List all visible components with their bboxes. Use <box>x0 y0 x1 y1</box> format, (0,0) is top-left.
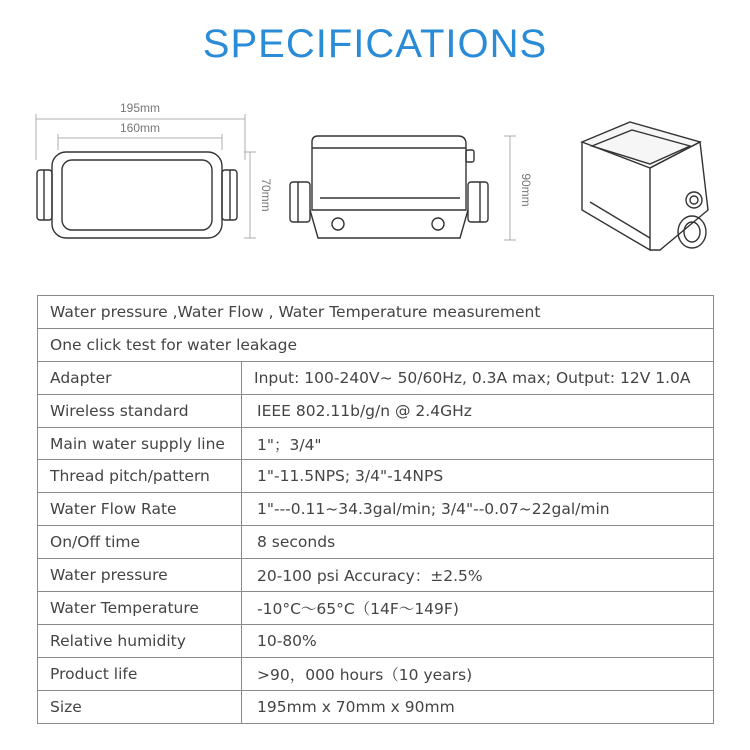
spec-value-cell: 1"---0.11~34.3gal/min; 3/4"--0.07~22gal/min <box>242 493 714 526</box>
spec-label-cell: On/Off time <box>38 526 242 559</box>
table-row <box>38 624 714 657</box>
width-label: 70mm <box>259 178 273 212</box>
spec-value-cell: 20-100 psi Accuracy：±2.5% <box>242 559 714 592</box>
body-length-label: 160mm <box>119 121 161 135</box>
table-row <box>38 559 714 592</box>
spec-label-cell: Water Temperature <box>38 592 242 625</box>
spec-value-cell: 10-80% <box>242 624 714 657</box>
spec-value-cell: Input: 100-240V~ 50/60Hz, 0.3A max; Output: 12V 1.0A <box>242 361 714 394</box>
spec-value-cell: 195mm x 70mm x 90mm <box>242 690 714 723</box>
table-row <box>38 361 714 394</box>
perspective-view-drawing <box>582 122 708 250</box>
spec-value-cell: 1"；3/4" <box>242 427 714 460</box>
table-row <box>38 690 714 723</box>
spec-label-cell: Size <box>38 690 242 723</box>
spec-label-cell: Water pressure <box>38 559 242 592</box>
specifications-table <box>37 295 714 724</box>
height-label: 90mm <box>519 173 533 207</box>
feature-cell: One click test for water leakage <box>38 328 714 361</box>
spec-label-cell: Relative humidity <box>38 624 242 657</box>
table-row <box>38 328 714 361</box>
spec-label-cell: Product life <box>38 657 242 690</box>
spec-label-cell: Wireless standard <box>38 394 242 427</box>
spec-label-cell: Thread pitch/pattern <box>38 460 242 493</box>
feature-cell: Water pressure ,Water Flow , Water Temperature measurement <box>38 296 714 329</box>
product-dimension-diagrams <box>0 90 750 290</box>
spec-value-cell: 8 seconds <box>242 526 714 559</box>
spec-value-cell: >90，000 hours（10 years) <box>242 657 714 690</box>
spec-label-cell: Water Flow Rate <box>38 493 242 526</box>
table-row <box>38 394 714 427</box>
spec-value-cell: 1"-11.5NPS; 3/4"-14NPS <box>242 460 714 493</box>
table-row <box>38 592 714 625</box>
table-row <box>38 526 714 559</box>
spec-label-cell: Main water supply line <box>38 427 242 460</box>
table-row <box>38 296 714 329</box>
spec-label-cell: Adapter <box>38 361 242 394</box>
table-row <box>38 657 714 690</box>
spec-value-cell: -10°C～65°C（14F～149F) <box>242 592 714 625</box>
total-length-label: 195mm <box>119 101 161 115</box>
table-row <box>38 460 714 493</box>
side-view-drawing <box>290 136 516 240</box>
page-title: SPECIFICATIONS <box>202 22 548 66</box>
table-row <box>38 493 714 526</box>
table-row <box>38 427 714 460</box>
spec-value-cell: IEEE 802.11b/g/n @ 2.4GHz <box>242 394 714 427</box>
